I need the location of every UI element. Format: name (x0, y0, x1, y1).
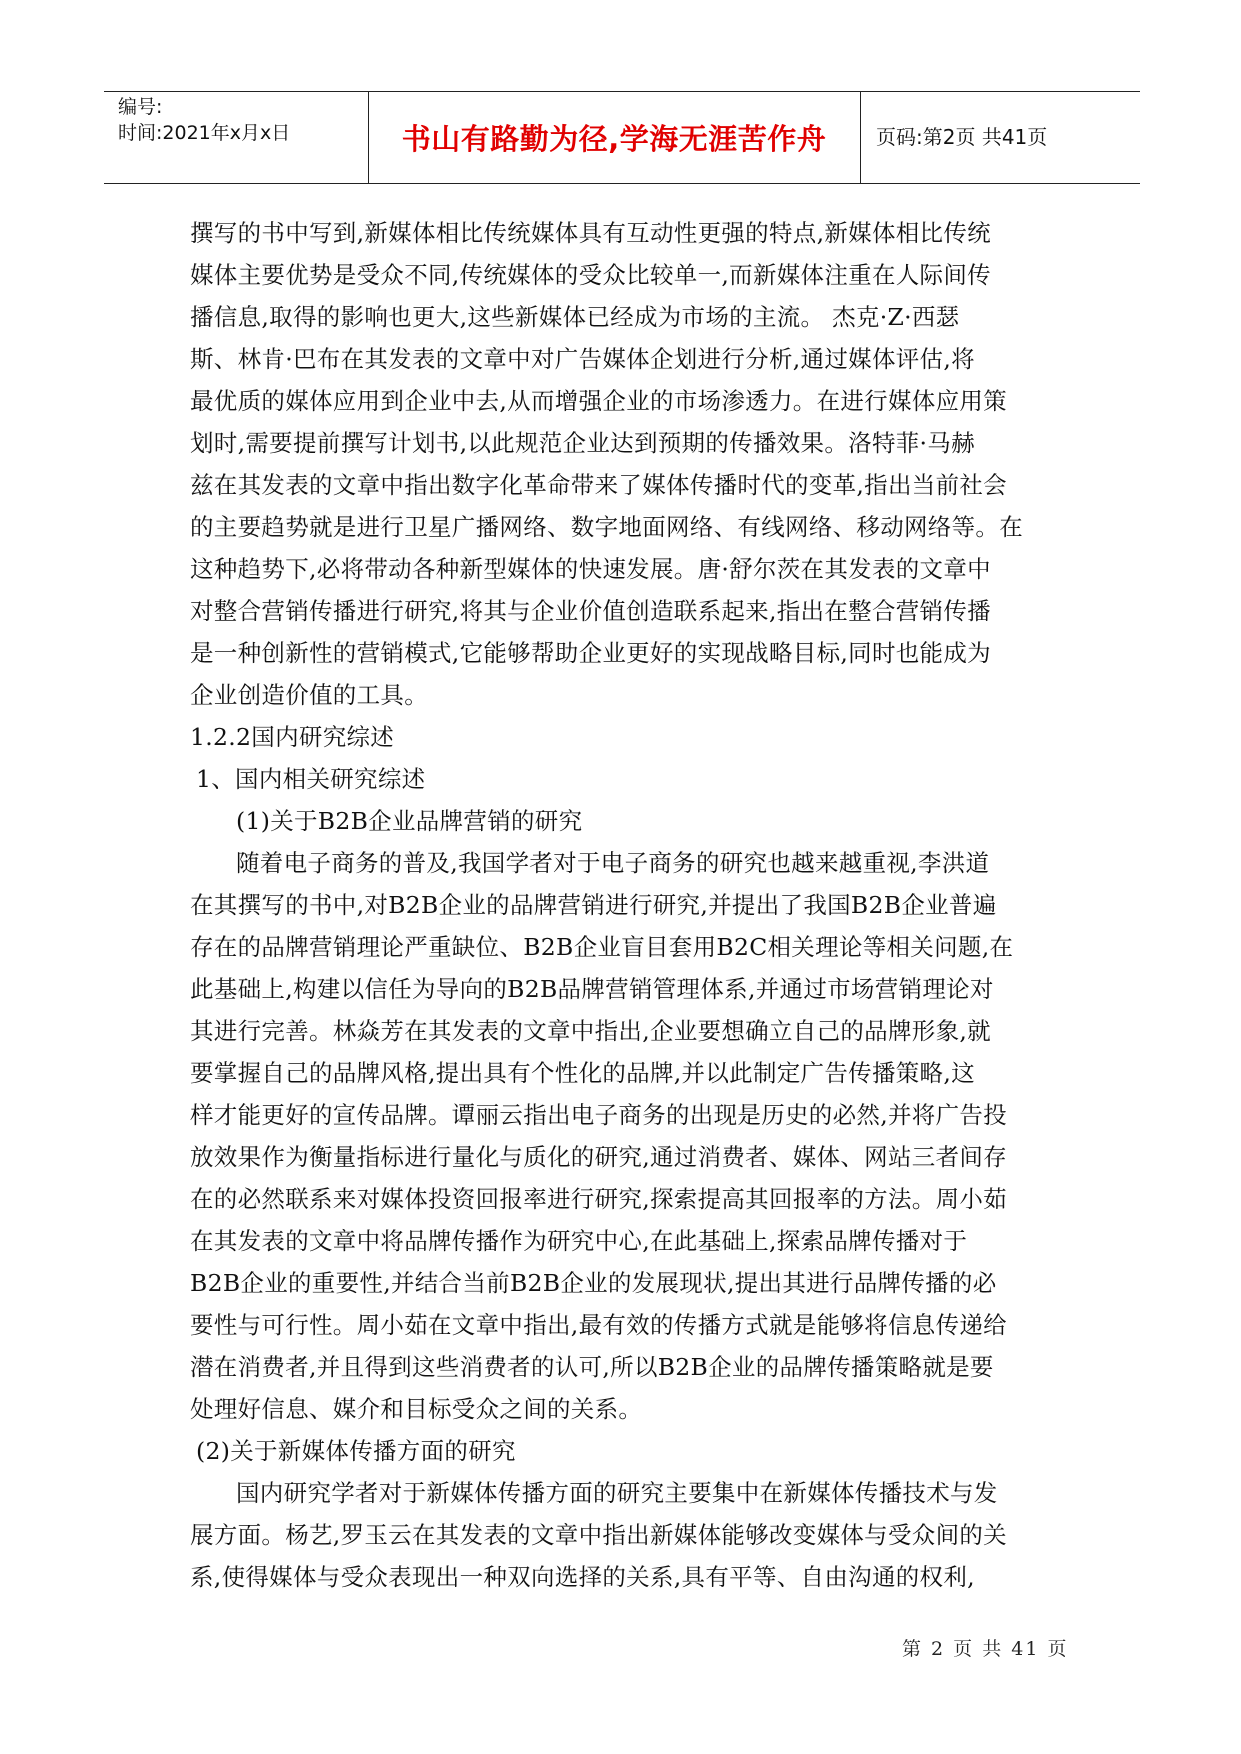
body-line: 这种趋势下,必将带动各种新型媒体的快速发展。唐·舒尔茨在其发表的文章中 (190, 555, 991, 583)
body-line: 兹在其发表的文章中指出数字化革命带来了媒体传播时代的变革,指出当前社会 (190, 471, 1007, 499)
body-line: 其进行完善。林焱芳在其发表的文章中指出,企业要想确立自己的品牌形象,就 (190, 1017, 991, 1045)
body-line: 要掌握自己的品牌风格,提出具有个性化的品牌,并以此制定广告传播策略,这 (190, 1059, 975, 1087)
body-line: 的主要趋势就是进行卫星广播网络、数字地面网络、有线网络、移动网络等。在 (190, 513, 1023, 541)
header-page-label: 页码:第2页 共41页 (876, 125, 1048, 149)
body-line: 斯、林肯·巴布在其发表的文章中对广告媒体企划进行分析,通过媒体评估,将 (190, 345, 975, 373)
body-line: 系,使得媒体与受众表现出一种双向选择的关系,具有平等、自由沟通的权利, (190, 1563, 975, 1591)
body-line: 最优质的媒体应用到企业中去,从而增强企业的市场渗透力。在进行媒体应用策 (190, 387, 1007, 415)
body-line: 对整合营销传播进行研究,将其与企业价值创造联系起来,指出在整合营销传播 (190, 597, 991, 625)
header-bottom-rule (104, 183, 1140, 184)
body-line: 播信息,取得的影响也更大,这些新媒体已经成为市场的主流。 杰克·Z·西瑟 (190, 303, 960, 331)
body-line: 要性与可行性。周小茹在文章中指出,最有效的传播方式就是能够将信息传递给 (190, 1311, 1007, 1339)
topic-heading: (1)关于B2B企业品牌营销的研究 (236, 807, 583, 835)
document-time-label: 时间:2021年x月x日 (118, 122, 291, 144)
body-line: 在的必然联系来对媒体投资回报率进行研究,探索提高其回报率的方法。周小茹 (190, 1185, 1007, 1213)
page-footer: 第 2 页 共 41 页 (902, 1638, 1069, 1660)
body-line: 在其撰写的书中,对B2B企业的品牌营销进行研究,并提出了我国B2B企业普遍 (190, 891, 997, 919)
body-line: 是一种创新性的营销模式,它能够帮助企业更好的实现战略目标,同时也能成为 (190, 639, 991, 667)
body-line: 样才能更好的宣传品牌。谭丽云指出电子商务的出现是历史的必然,并将广告投 (190, 1101, 1007, 1129)
body-line: 展方面。杨艺,罗玉云在其发表的文章中指出新媒体能够改变媒体与受众间的关 (190, 1521, 1007, 1549)
body-line: 企业创造价值的工具。 (190, 681, 428, 709)
body-line: B2B企业的重要性,并结合当前B2B企业的发展现状,提出其进行品牌传播的必 (190, 1269, 997, 1297)
document-body (190, 212, 1070, 1598)
section-heading: 1.2.2国内研究综述 (190, 723, 395, 751)
body-line: 媒体主要优势是受众不同,传统媒体的受众比较单一,而新媒体注重在人际间传 (190, 261, 991, 289)
body-line: 放效果作为衡量指标进行量化与质化的研究,通过消费者、媒体、网站三者间存 (190, 1143, 1007, 1171)
body-line: 此基础上,构建以信任为导向的B2B品牌营销管理体系,并通过市场营销理论对 (190, 975, 994, 1003)
header-motto: 书山有路勤为径,学海无涯苦作舟 (401, 121, 827, 156)
body-line: 撰写的书中写到,新媒体相比传统媒体具有互动性更强的特点,新媒体相比传统 (190, 219, 991, 247)
header-divider-right (860, 91, 861, 183)
topic-heading: (2)关于新媒体传播方面的研究 (196, 1437, 516, 1465)
body-line: 存在的品牌营销理论严重缺位、B2B企业盲目套用B2C相关理论等相关问题,在 (190, 933, 1014, 961)
body-line: 在其发表的文章中将品牌传播作为研究中心,在此基础上,探索品牌传播对于 (190, 1227, 968, 1255)
body-line: 潜在消费者,并且得到这些消费者的认可,所以B2B企业的品牌传播策略就是要 (190, 1353, 994, 1381)
subsection-heading: 1、国内相关研究综述 (196, 765, 426, 793)
header-left-cell (118, 94, 290, 146)
document-number-label: 编号: (118, 96, 163, 118)
body-line: 划时,需要提前撰写计划书,以此规范企业达到预期的传播效果。洛特菲·马赫 (190, 429, 975, 457)
body-line: 国内研究学者对于新媒体传播方面的研究主要集中在新媒体传播技术与发 (236, 1479, 998, 1507)
body-line: 处理好信息、媒介和目标受众之间的关系。 (190, 1395, 643, 1423)
body-line: 随着电子商务的普及,我国学者对于电子商务的研究也越来越重视,李洪道 (236, 849, 990, 877)
